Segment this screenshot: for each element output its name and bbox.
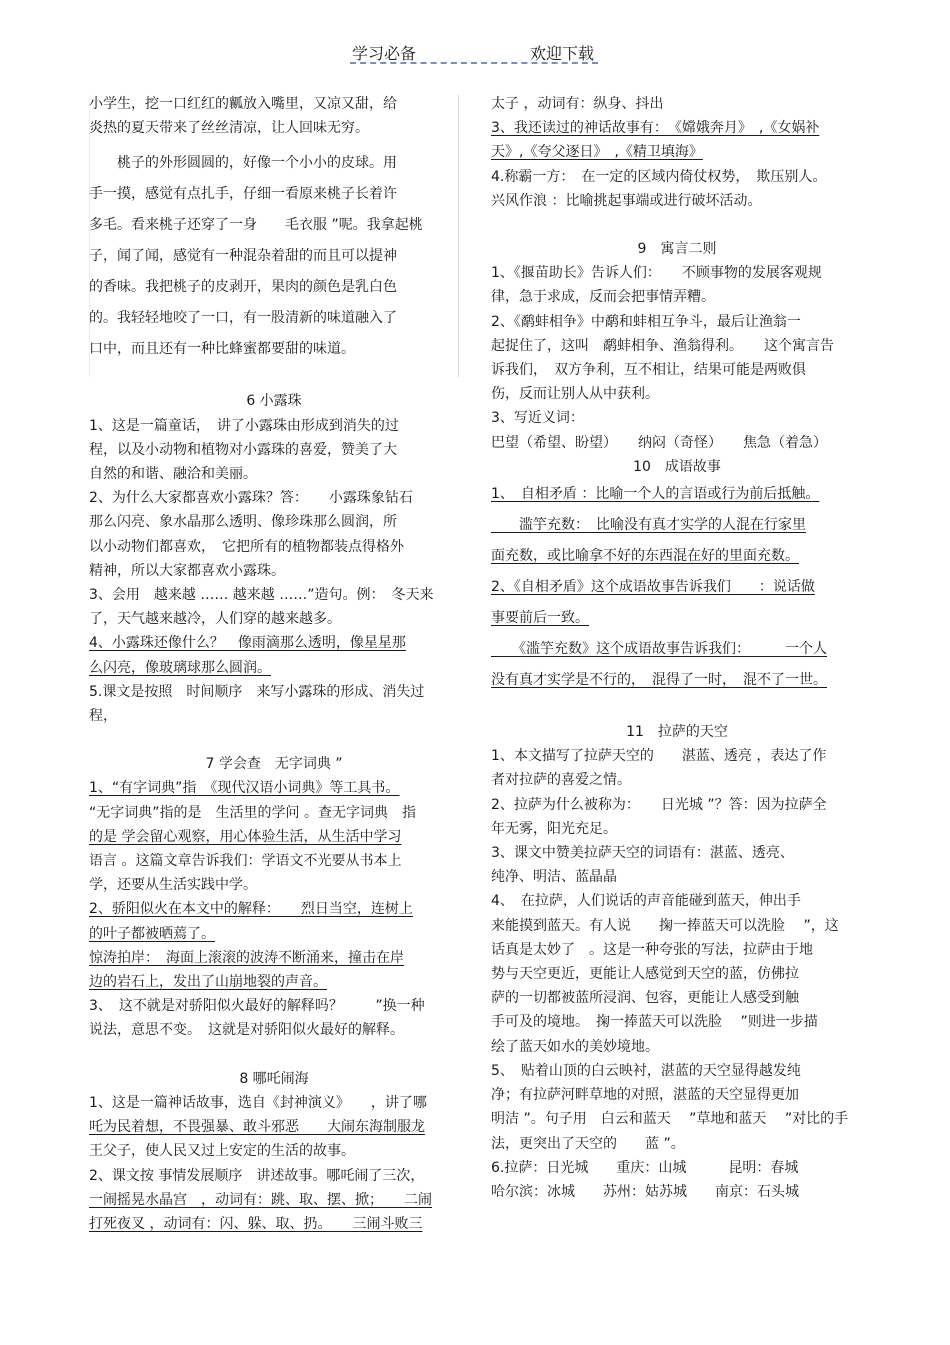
text-line: 1、《揠苗助长》告诉人们： 不顾事物的发展客观规: [491, 265, 822, 282]
text-line: 的。我轻轻地咬了一口，有一股清新的味道融入了: [89, 310, 397, 327]
text-line: 净；有拉萨河畔草地的对照，湛蓝的天空显得更加: [491, 1087, 799, 1104]
text-line: 纯净、明洁、蓝晶晶: [491, 869, 617, 886]
text-line: 了，天气越来越冷，人们穿的越来越多。: [89, 611, 341, 628]
text-line: 口中，而且还有一种比蜂蜜都要甜的味道。: [89, 341, 355, 358]
text-line: 诉我们， 双方争利，互不相让，结果可能是两败俱: [491, 362, 806, 379]
text-line: 一闹摇晃水晶宫 ，动词有：跳、取、摆、掀； 二闹: [89, 1191, 432, 1208]
text-line: 绘了蓝天如水的美妙境地。: [491, 1038, 659, 1055]
text-line: 2、为什么大家都喜欢小露珠？答： 小露珠象钻石: [89, 490, 413, 507]
left-column: [89, 92, 459, 1236]
text-line: 炎热的夏天带来了丝丝清凉，让人回味无穷。: [89, 120, 369, 137]
text-line: 律，急于求成，反而会把事情弄糟。: [491, 289, 715, 306]
section-title: 8 哪吒闹海: [239, 1070, 309, 1087]
text-line: 多毛。看来桃子还穿了一身 毛衣服 ”呢。我拿起桃: [89, 217, 423, 234]
text-line: 打死夜叉 ，动词有：闪、躲、取、扔。 三闹斗败三: [89, 1215, 423, 1232]
text-line: 伤，反而让别人从中获利。: [491, 386, 659, 403]
text-line: 3、 这不就是对骄阳似火最好的解释吗？ ”换一种: [89, 998, 425, 1015]
text-line: 桃子的外形圆圆的，好像一个小小的皮球。用: [89, 155, 397, 172]
text-line: 1、“有字词典”指 《现代汉语小词典》等工具书。: [89, 780, 400, 797]
text-line: 那么闪亮、象水晶那么透明、像珍珠那么圆润，所: [89, 514, 397, 531]
text-line: 说法，意思不变。 这就是对骄阳似火最好的解释。: [89, 1022, 404, 1039]
text-line: 子，闻了闻，感觉有一种混杂着甜的而且可以提神: [89, 248, 397, 265]
text-line: 程，以及小动物和植物对小露珠的喜爱，赞美了大: [89, 441, 397, 458]
text-line: 2、《鹬蚌相争》中鹬和蚌相互争斗，最后让渔翁一: [491, 313, 801, 330]
text-line: 的香味。我把桃子的皮剥开，果肉的颜色是乳白色: [89, 279, 397, 296]
text-line: 手一摸，感觉有点扎手，仔细一看原来桃子长着许: [89, 186, 397, 203]
page-header: [350, 40, 598, 64]
text-line: 3、写近义词：: [491, 410, 584, 427]
text-line: 4.称霸一方： 在一定的区域内倚仗权势， 欺压别人。: [491, 168, 827, 185]
text-line: 《滥竽充数》这个成语故事告诉我们： 一个人: [491, 641, 827, 658]
text-line: 2、《自相矛盾》这个成语故事告诉我们 ：说话做: [491, 579, 815, 596]
text-line: 天》,《夸父逐日》 ,《精卫填海》: [491, 144, 703, 161]
text-line: 1、这是一篇神话故事，选自《封神演义》 ，讲了哪: [89, 1094, 427, 1111]
text-line: 惊涛拍岸： 海面上滚滚的波涛不断涌来，撞击在岸: [89, 949, 404, 966]
text-line: 小学生，挖一口红红的瓤放入嘴里，又凉又甜，给: [89, 96, 397, 112]
section-title: 6 小露珠: [246, 393, 302, 410]
text-line: 程，: [89, 708, 117, 725]
text-line: 5、 贴着山顶的白云映衬，湛蓝的天空显得越发纯: [491, 1062, 801, 1079]
text-line: 兴风作浪 ：比喻挑起事端或进行破坏活动。: [491, 192, 762, 209]
header-left: 学习必备: [352, 44, 417, 63]
text-line: 3、会用 越来越 …… 越来越 ……”造句。例： 冬天来: [89, 587, 434, 604]
text-line: 2、拉萨为什么被称为： 日光城 ”？答：因为拉萨全: [491, 796, 827, 813]
text-line: 没有真才实学是不行的， 混得了一时， 混不了一世。: [491, 672, 827, 689]
text-line: 手可及的境地。 掬一捧蓝天可以洗脸 ”则进一步描: [491, 1014, 818, 1031]
text-line: 年无雾，阳光充足。: [491, 820, 617, 837]
text-line: 精神，所以大家都喜欢小露珠。: [89, 562, 285, 579]
text-line: 明洁 ”。句子用 白云和蓝天 ”草地和蓝天 ”对比的手: [491, 1111, 849, 1128]
text-line: 1、本文描写了拉萨天空的 湛蓝、透亮 ，表达了作: [491, 748, 827, 765]
text-line: 5.课文是按照 时间顺序 来写小露珠的形成、消失过: [89, 683, 425, 700]
header-right: 欢迎下载: [529, 44, 594, 63]
text-line: 来能摸到蓝天。有人说 掬一捧蓝天可以洗脸 ”，这: [491, 917, 839, 934]
text-line: 法，更突出了天空的 蓝 ”。: [491, 1135, 685, 1152]
text-line: 起捉住了，这叫 鹬蚌相争、渔翁得利。 这个寓言告: [491, 337, 834, 354]
text-line: 王父子，使人民又过上安定的生活的故事。: [89, 1143, 355, 1160]
text-line: 哈尔滨：冰城 苏州：姑苏城 南京：石头城: [491, 1183, 799, 1200]
text-line: 巴望（希望、盼望） 纳闷（奇怪） 焦急（着急）: [491, 434, 827, 451]
text-line: 2、课文按 事情发展顺序 讲述故事。哪吒闹了三次，: [89, 1167, 425, 1184]
text-line: 滥竽充数： 比喻没有真才实学的人混在行家里: [491, 517, 806, 534]
text-line: 1、 自相矛盾 ：比喻一个人的言语或行为前后抵触。: [491, 486, 820, 503]
text-line: 4、 在拉萨，人们说话的声音能碰到蓝天，伸出手: [491, 893, 801, 910]
text-line: 萨的一切都被蓝所浸润、包容，更能让人感受到触: [491, 990, 799, 1007]
text-line: 面充数，或比喻拿不好的东西混在好的里面充数。: [491, 548, 799, 565]
section-title: 11 拉萨的天空: [626, 724, 728, 741]
text-line: 以小动物们都喜欢， 它把所有的植物都装点得格外: [89, 538, 404, 555]
text-line: 势与天空更近，更能让人感觉到天空的蓝，仿佛拉: [491, 966, 799, 983]
text-line: 吒为民着想，不畏强暴、敢斗邪恶 大闹东海制服龙: [89, 1119, 425, 1136]
text-line: 边的岩石上，发出了山崩地裂的声音。: [89, 974, 327, 991]
text-line: 的是 学会留心观察，用心体验生活，从生活中学习: [89, 828, 402, 845]
text-line: 2、骄阳似火在本文中的解释： 烈日当空，连树上: [89, 901, 413, 918]
text-line: 3、课文中赞美拉萨天空的词语有：湛蓝、透亮、: [491, 845, 794, 862]
text-line: 太子 ，动词有：纵身、抖出: [491, 96, 664, 112]
section-title: 9 寓言二则: [637, 241, 717, 258]
text-line: 自然的和谐、融洽和美丽。: [89, 466, 257, 483]
text-line: 1、这是一篇童话， 讲了小露珠由形成到消失的过: [89, 417, 399, 434]
right-column: [491, 92, 863, 1204]
text-line: 话真是太妙了 。这是一种夸张的写法，拉萨由于地: [491, 941, 813, 958]
text-line: 6.拉萨：日光城 重庆：山城 昆明：春城: [491, 1159, 799, 1176]
section-title: 10 成语故事: [633, 458, 721, 475]
text-line: 么闪亮，像玻璃球那么圆润。: [89, 659, 271, 676]
text-line: 者对拉萨的喜爱之情。: [491, 772, 631, 789]
text-line: 学，还要从生活实践中学。: [89, 877, 257, 894]
text-line: 事要前后一致。: [491, 610, 589, 627]
text-line: 4、小露珠还像什么？ 像雨滴那么透明，像星星那: [89, 635, 406, 652]
text-line: 的叶子都被晒蔫了。: [89, 925, 215, 942]
text-line: 3、我还读过的神话故事有： 《嫦娥奔月》 ,《女娲补: [491, 120, 820, 137]
text-line: 语言 。这篇文章告诉我们：学语文不光要从书本上: [89, 853, 402, 870]
text-line: “无字词典”指的是 生活里的学问 。查无字词典 指: [89, 804, 416, 821]
section-title: 7 学会查 无字词典 ”: [205, 756, 343, 773]
